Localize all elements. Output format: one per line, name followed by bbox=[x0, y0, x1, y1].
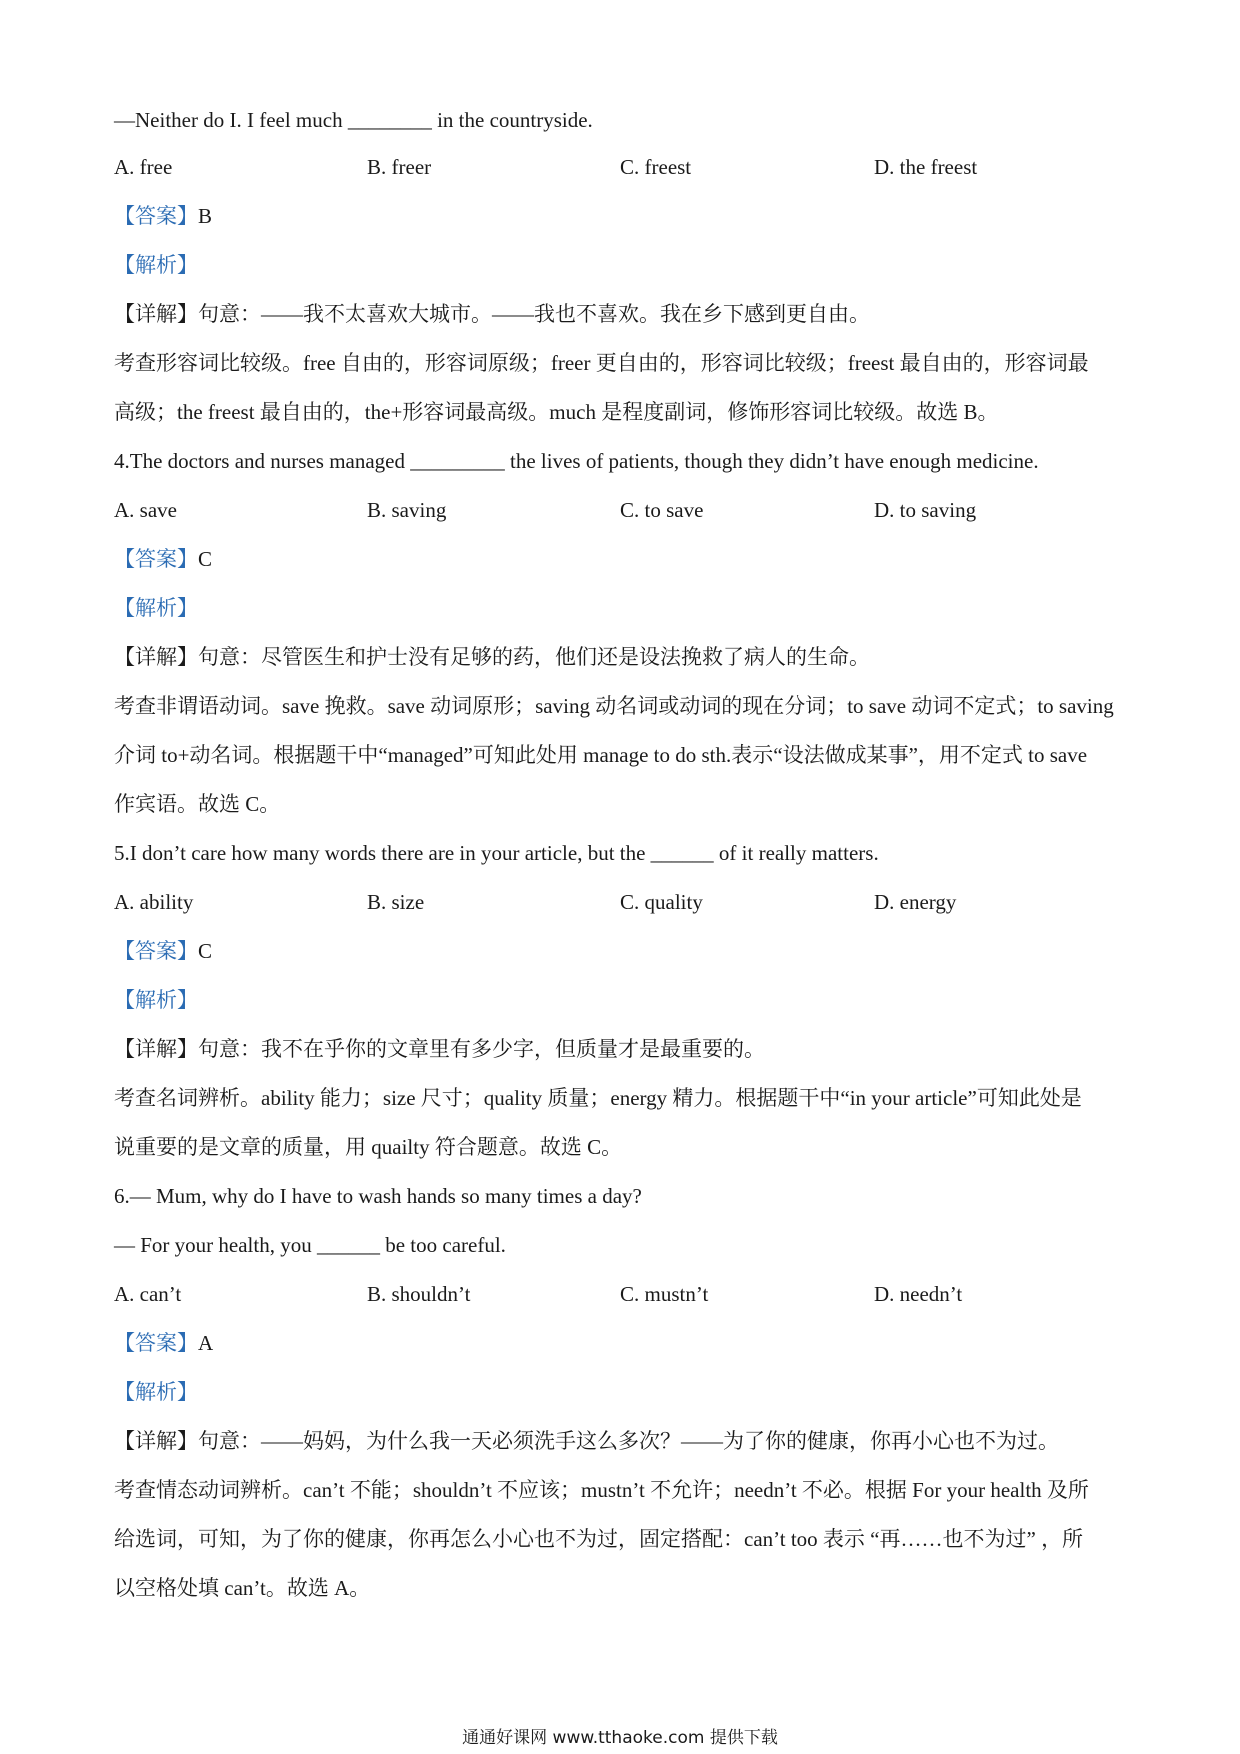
q4-detail bbox=[114, 642, 1134, 672]
q3-option-c: C. freest bbox=[620, 155, 692, 179]
q4-option-c: C. to save bbox=[620, 498, 704, 522]
q5-option-b: B. size bbox=[367, 890, 425, 914]
detail-tag: 【详解】 bbox=[114, 645, 198, 669]
detail-text: 句意：尽管医生和护士没有足够的药，他们还是设法挽救了病人的生命。 bbox=[198, 645, 870, 669]
q6-explain-line: 以空格处填 can’t。故选 A。 bbox=[114, 1576, 371, 1600]
q5-stem: 5.I don’t care how many words there are in your article, but the ______ of it really matters. bbox=[114, 841, 879, 865]
answer-tag: 【答案】 bbox=[114, 547, 198, 571]
q5-option-d: D. energy bbox=[874, 890, 957, 914]
detail-tag: 【详解】 bbox=[114, 1037, 198, 1061]
q5-analysis-tag: 【解析】 bbox=[114, 988, 198, 1012]
answer-value: A bbox=[198, 1331, 214, 1355]
q4-answer bbox=[114, 544, 1134, 574]
q6-option-a: A. can’t bbox=[114, 1282, 182, 1306]
q4-option-d: D. to saving bbox=[874, 498, 977, 522]
q6-option-c: C. mustn’t bbox=[620, 1282, 709, 1306]
q3-option-a: A. free bbox=[114, 155, 173, 179]
q3-detail bbox=[114, 299, 1134, 329]
q3-option-b: B. freer bbox=[367, 155, 432, 179]
answer-value: C bbox=[198, 939, 213, 963]
answer-tag: 【答案】 bbox=[114, 1331, 198, 1355]
q4-options bbox=[114, 495, 1134, 525]
q4-stem: 4.The doctors and nurses managed _________ the lives of patients, though they didn’t have enough medicine. bbox=[114, 449, 1039, 473]
q3-answer bbox=[114, 201, 1134, 231]
q6-option-b: B. shouldn’t bbox=[367, 1282, 471, 1306]
q4-explain-line: 介词 to+动名词。根据题干中“managed”可知此处用 manage to do sth.表示“设法做成某事”，用不定式 to save bbox=[114, 743, 1088, 767]
q6-explain-line: 给选词，可知，为了你的健康，你再怎么小心也不为过，固定搭配：can’t too 表示 “再……也不为过” ，所 bbox=[114, 1527, 1084, 1551]
q3-option-d: D. the freest bbox=[874, 155, 978, 179]
answer-tag: 【答案】 bbox=[114, 939, 198, 963]
q5-option-c: C. quality bbox=[620, 890, 703, 914]
q3-explain-line: 高级；the freest 最自由的，the+形容词最高级。much 是程度副词，修饰形容词比较级。故选 B。 bbox=[114, 400, 999, 424]
q3-stem-line: —Neither do I. I feel much ________ in the countryside. bbox=[114, 108, 593, 132]
q5-detail bbox=[114, 1034, 1134, 1064]
q5-option-a: A. ability bbox=[114, 890, 194, 914]
q6-options bbox=[114, 1279, 1134, 1309]
q3-analysis-tag: 【解析】 bbox=[114, 253, 198, 277]
q4-option-b: B. saving bbox=[367, 498, 447, 522]
detail-tag: 【详解】 bbox=[114, 1429, 198, 1453]
detail-tag: 【详解】 bbox=[114, 302, 198, 326]
q5-answer bbox=[114, 936, 1134, 966]
q4-explain-line: 作宾语。故选 C。 bbox=[114, 792, 281, 816]
q5-explain-line: 考查名词辨析。ability 能力；size 尺寸；quality 质量；energy 精力。根据题干中“in your article”可知此处是 bbox=[114, 1086, 1082, 1110]
q5-explain-line: 说重要的是文章的质量，用 quailty 符合题意。故选 C。 bbox=[114, 1135, 623, 1159]
detail-text: 句意：——妈妈，为什么我一天必须洗手这么多次？——为了你的健康，你再小心也不为过。 bbox=[198, 1429, 1059, 1453]
q5-options bbox=[114, 887, 1134, 917]
q4-analysis-tag: 【解析】 bbox=[114, 596, 198, 620]
q6-detail bbox=[114, 1426, 1134, 1456]
answer-value: B bbox=[198, 204, 213, 228]
detail-text: 句意：——我不太喜欢大城市。——我也不喜欢。我在乡下感到更自由。 bbox=[198, 302, 870, 326]
q6-explain-line: 考查情态动词辨析。can’t 不能；shouldn’t 不应该；mustn’t 不允许；needn’t 不必。根据 For your health 及所 bbox=[114, 1478, 1089, 1502]
q3-options bbox=[114, 152, 1134, 182]
answer-tag: 【答案】 bbox=[114, 204, 198, 228]
detail-text: 句意：我不在乎你的文章里有多少字，但质量才是最重要的。 bbox=[198, 1037, 765, 1061]
q6-analysis-tag: 【解析】 bbox=[114, 1380, 198, 1404]
q6-option-d: D. needn’t bbox=[874, 1282, 963, 1306]
q6-answer bbox=[114, 1328, 1134, 1358]
q6-stem-line: — For your health, you ______ be too careful. bbox=[114, 1233, 506, 1257]
page-footer: 通通好课网 www.tthaoke.com 提供下载 bbox=[462, 1728, 778, 1748]
answer-value: C bbox=[198, 547, 213, 571]
q4-option-a: A. save bbox=[114, 498, 177, 522]
q4-explain-line: 考查非谓语动词。save 挽救。save 动词原形；saving 动名词或动词的现在分词；to save 动词不定式；to saving bbox=[114, 694, 1114, 718]
q3-explain-line: 考查形容词比较级。free 自由的，形容词原级；freer 更自由的，形容词比较级；freest 最自由的，形容词最 bbox=[114, 351, 1089, 375]
q6-stem-line: 6.— Mum, why do I have to wash hands so many times a day? bbox=[114, 1184, 642, 1208]
